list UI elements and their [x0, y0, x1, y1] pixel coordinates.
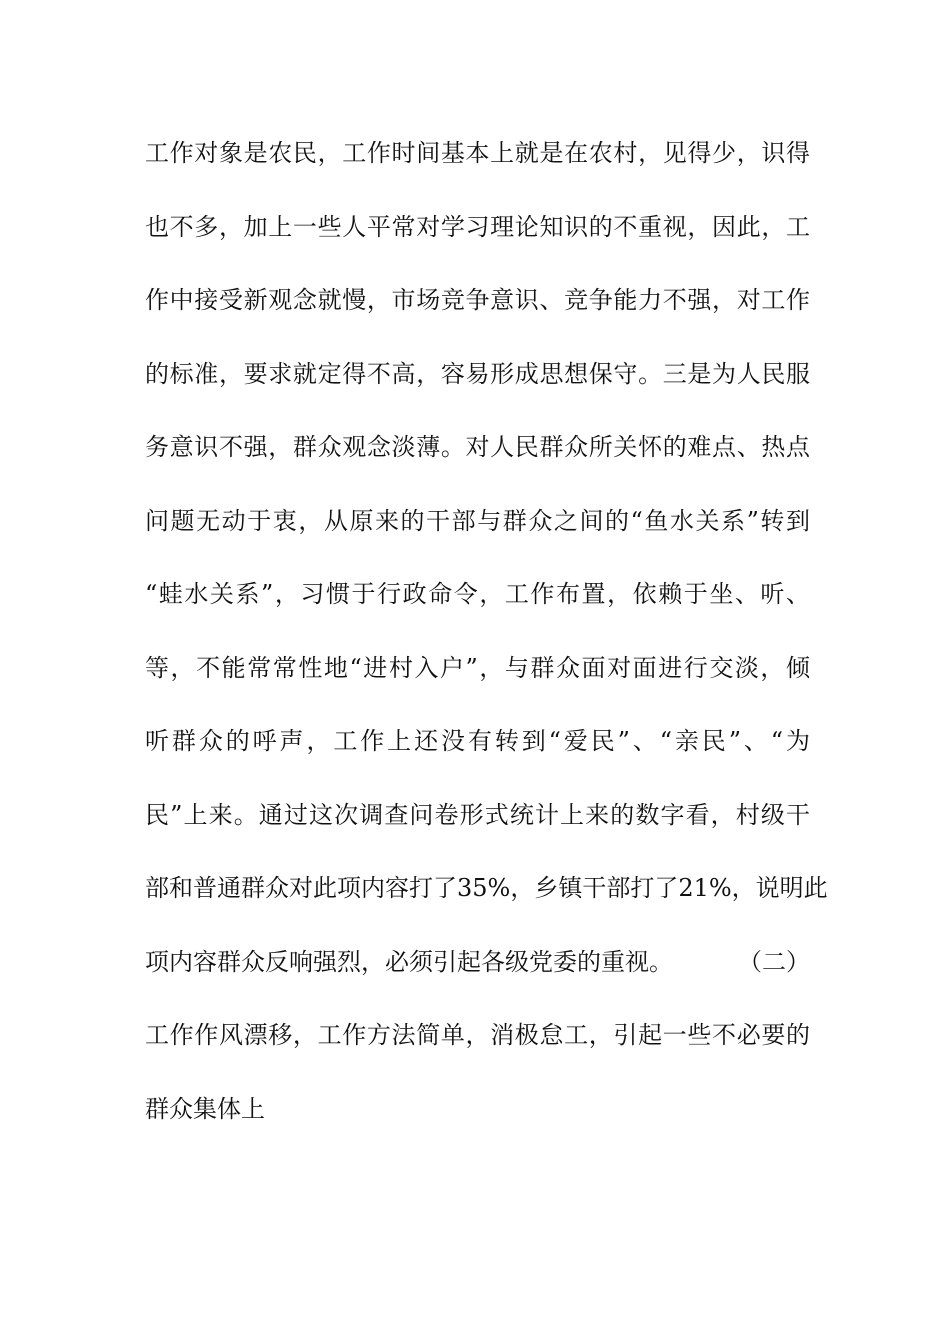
- text-line: 民”上来。通过这次调查问卷形式统计上来的数字看，村级干: [145, 800, 810, 829]
- text-line: 工作作风漂移，工作方法简单，消极怠工，引起一些不必要的: [145, 1021, 810, 1049]
- text-line: 作中接受新观念就慢，市场竞争意识、竞争能力不强，对工作: [145, 286, 810, 314]
- text-line: 等，不能常常性地“进村入户”，与群众面对面进行交淡，倾: [145, 653, 810, 682]
- text-segment: 项内容群众反响强烈，必须引起各级党委的重视。: [145, 947, 673, 976]
- text-line: 听群众的呼声，工作上还没有转到“爱民”、“亲民”、“为: [145, 727, 810, 755]
- text-line: 务意识不强，群众观念淡薄。对人民群众所关怀的难点、热点: [145, 433, 810, 461]
- section-marker: （二）: [738, 947, 810, 976]
- text-line: 群众集体上: [145, 1094, 265, 1123]
- text-line: 部和普通群众对此项内容打了35%，乡镇干部打了21%，说明此: [145, 874, 828, 902]
- text-line: 问题无动于衷，从原来的干部与群众之间的“鱼水关系”转到: [145, 506, 810, 535]
- body-text: [145, 130, 828, 1159]
- text-line: 的标准，要求就定得不高，容易形成思想保守。三是为人民服: [145, 359, 810, 388]
- text-line-with-section-marker: [145, 939, 810, 1013]
- text-line: “蛙水关系”，习惯于行政命令，工作布置，依赖于坐、听、: [145, 580, 810, 608]
- text-line: 工作对象是农民，工作时间基本上就是在农村，见得少，识得: [145, 139, 810, 167]
- text-line: 也不多，加上一些人平常对学习理论知识的不重视，因此，工: [145, 212, 810, 241]
